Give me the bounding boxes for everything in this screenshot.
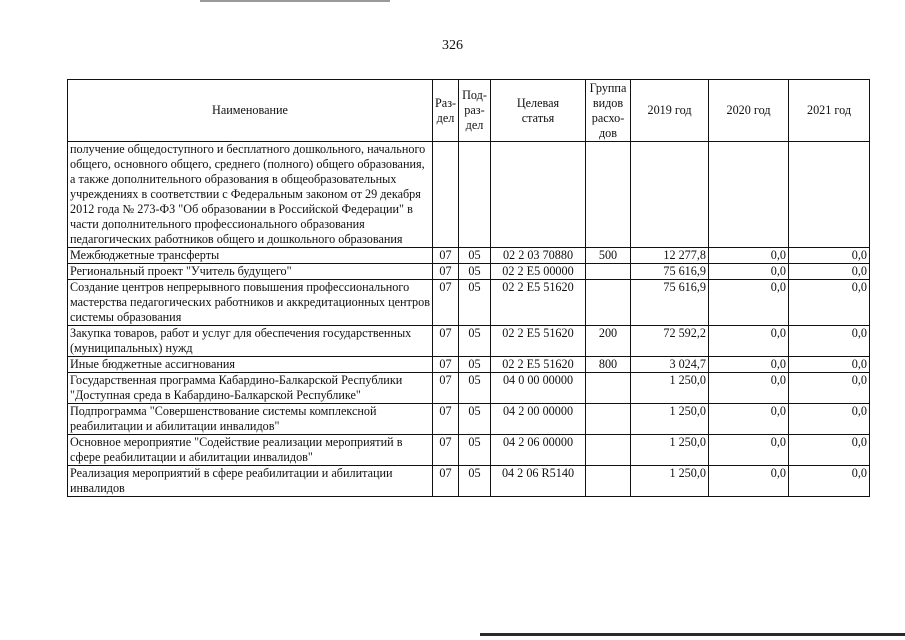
row-subsection: 05 [459,326,491,357]
row-name: получение общедоступного и бесплатного дошкольного, начального общего, основного общего, среднего (полного) общего образования, а также дополнительного образования в общеобразовательных учреждениях в соответствии с Федеральным законом от 29 декабря 2012 года № 273-ФЗ "Об образовании в Российской Федерации" в части дополнительного профессионального образования педагогических работников общего и дошкольного образования [68,142,433,248]
row-2021: 0,0 [789,404,870,435]
row-2021: 0,0 [789,264,870,280]
header-subsection: Под- раз- дел [459,80,491,142]
row-name: Основное мероприятие "Содействие реализации мероприятий в сфере реабилитации и абилитации инвалидов" [68,435,433,466]
row-target-article: 04 2 00 00000 [491,404,586,435]
row-2019: 1 250,0 [631,373,709,404]
row-section: 07 [433,466,459,497]
header-2020: 2020 год [709,80,789,142]
page-number: 326 [442,38,463,53]
table-row [68,373,870,404]
row-target-article: 02 2 E5 00000 [491,264,586,280]
row-section: 07 [433,280,459,326]
row-2021 [789,142,870,248]
row-section: 07 [433,404,459,435]
row-section: 07 [433,248,459,264]
row-section: 07 [433,373,459,404]
scan-artifact-bottom [480,633,905,636]
row-section: 07 [433,357,459,373]
row-name: Государственная программа Кабардино-Балкарской Республики "Доступная среда в Кабардино-Балкарской Республике" [68,373,433,404]
row-expense-group [586,142,631,248]
row-name: Иные бюджетные ассигнования [68,357,433,373]
row-subsection [459,142,491,248]
row-2019: 3 024,7 [631,357,709,373]
header-name: Наименование [68,80,433,142]
row-target-article: 02 2 E5 51620 [491,357,586,373]
scan-artifact-top [200,0,390,2]
table-row [68,466,870,497]
row-name: Подпрограмма "Совершенствование системы комплексной реабилитации и абилитации инвалидов" [68,404,433,435]
row-subsection: 05 [459,373,491,404]
row-2020 [709,142,789,248]
row-target-article: 04 2 06 00000 [491,435,586,466]
row-target-article [491,142,586,248]
row-section [433,142,459,248]
row-2020: 0,0 [709,280,789,326]
table-row [68,264,870,280]
row-expense-group [586,466,631,497]
row-2019 [631,142,709,248]
row-2021: 0,0 [789,466,870,497]
table-row [68,326,870,357]
row-name: Межбюджетные трансферты [68,248,433,264]
row-2019: 72 592,2 [631,326,709,357]
row-target-article: 02 2 03 70880 [491,248,586,264]
row-expense-group [586,264,631,280]
table-row [68,357,870,373]
row-2021: 0,0 [789,435,870,466]
table-row [68,142,870,248]
row-2020: 0,0 [709,373,789,404]
row-subsection: 05 [459,357,491,373]
row-expense-group: 800 [586,357,631,373]
row-2020: 0,0 [709,404,789,435]
row-2021: 0,0 [789,248,870,264]
row-subsection: 05 [459,264,491,280]
header-expense-group: Группа видов расхо- дов [586,80,631,142]
row-2019: 1 250,0 [631,466,709,497]
row-section: 07 [433,435,459,466]
header-section: Раз- дел [433,80,459,142]
row-expense-group: 200 [586,326,631,357]
header-2019: 2019 год [631,80,709,142]
row-2020: 0,0 [709,466,789,497]
row-2021: 0,0 [789,357,870,373]
row-2019: 75 616,9 [631,264,709,280]
row-2021: 0,0 [789,326,870,357]
row-target-article: 02 2 E5 51620 [491,326,586,357]
row-subsection: 05 [459,248,491,264]
row-2020: 0,0 [709,264,789,280]
row-2019: 1 250,0 [631,435,709,466]
row-target-article: 02 2 E5 51620 [491,280,586,326]
row-2020: 0,0 [709,248,789,264]
row-name: Создание центров непрерывного повышения профессионального мастерства педагогических работников и аккредитационных центров системы образования [68,280,433,326]
table-row [68,435,870,466]
budget-table [67,79,870,497]
row-expense-group [586,404,631,435]
row-expense-group [586,435,631,466]
header-2021: 2021 год [789,80,870,142]
row-2020: 0,0 [709,435,789,466]
row-section: 07 [433,264,459,280]
row-section: 07 [433,326,459,357]
row-expense-group [586,373,631,404]
row-2020: 0,0 [709,326,789,357]
table-row [68,248,870,264]
table-row [68,404,870,435]
row-2019: 12 277,8 [631,248,709,264]
row-subsection: 05 [459,435,491,466]
row-name: Закупка товаров, работ и услуг для обеспечения государственных (муниципальных) нужд [68,326,433,357]
row-subsection: 05 [459,404,491,435]
header-target-article: Целевая статья [491,80,586,142]
row-target-article: 04 0 00 00000 [491,373,586,404]
row-2019: 75 616,9 [631,280,709,326]
row-name: Реализация мероприятий в сфере реабилитации и абилитации инвалидов [68,466,433,497]
row-2020: 0,0 [709,357,789,373]
row-expense-group [586,280,631,326]
row-2021: 0,0 [789,280,870,326]
row-expense-group: 500 [586,248,631,264]
row-target-article: 04 2 06 R5140 [491,466,586,497]
table-row [68,280,870,326]
row-subsection: 05 [459,280,491,326]
row-name: Региональный проект "Учитель будущего" [68,264,433,280]
row-2021: 0,0 [789,373,870,404]
row-subsection: 05 [459,466,491,497]
table-header-row [68,80,870,142]
row-2019: 1 250,0 [631,404,709,435]
